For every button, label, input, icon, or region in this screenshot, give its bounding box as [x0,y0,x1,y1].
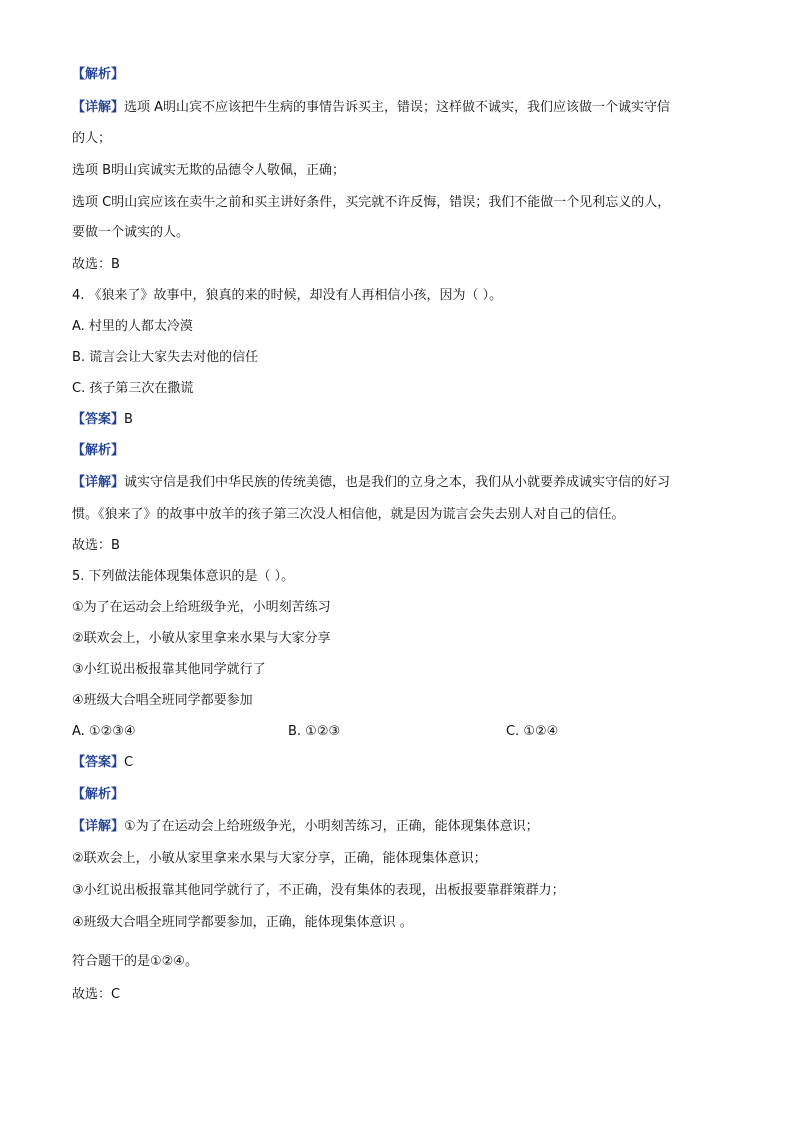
final-choice: 故选：B [72,257,120,272]
analysis-heading: 【解析】 [72,443,125,458]
answer-value: C [124,755,134,770]
detail-text-continued: 惯。《狼来了》的故事中放羊的孩子第三次没人相信他，就是因为谎言会失去别人对自己的信任。 [72,507,625,522]
detail-paragraph [72,818,732,836]
answer-heading: 【答案】 [72,755,125,770]
detail-text: 诚实守信是我们中华民族的传统美德，也是我们的立身之本，我们从小就要养成诚实守信的好习 [124,475,671,490]
question-5-option-b: B. ①②③ [288,724,341,739]
detail-heading: 【详解】 [72,475,125,490]
detail-item-3: ③小红说出板报靠其他同学就行了，不正确，没有集体的表现，出板报要靠群策群力； [72,883,565,898]
question-4-option-b: B. 谎言会让大家失去对他的信任 [72,350,259,365]
detail-option-b-text: 选项 B明山宾诚实无欺的品德令人敬佩，正确； [72,163,346,178]
question-5-answer [72,754,732,772]
detail-paragraph [72,474,732,492]
detail-heading: 【详解】 [72,819,125,834]
detail-item-4: ④班级大合唱全班同学都要参加，正确，能体现集体意识 。 [72,915,413,930]
answer-value: B [124,412,133,427]
question-4-answer [72,411,732,429]
question-5-item-3: ③小红说出板报靠其他同学就行了 [72,662,266,677]
question-5-item-1: ①为了在运动会上给班级争光，小明刻苦练习 [72,600,331,615]
detail-heading: 【详解】 [72,100,125,115]
question-4-option-c: C. 孩子第三次在撒谎 [72,381,194,396]
detail-item-2: ②联欢会上，小敏从家里拿来水果与大家分享，正确，能体现集体意识； [72,851,487,866]
detail-paragraph [72,99,732,117]
final-choice: 故选：B [72,538,120,553]
question-4-option-a: A. 村里的人都太冷漠 [72,319,193,334]
question-5-item-2: ②联欢会上，小敏从家里拿来水果与大家分享 [72,631,331,646]
question-5-stem: 5. 下列做法能体现集体意识的是（ ）。 [72,569,295,584]
question-5-option-c: C. ①②④ [506,724,559,739]
question-5-item-4: ④班级大合唱全班同学都要参加 [72,693,253,708]
conclusion-text: 符合题干的是①②④。 [72,954,198,969]
answer-heading: 【答案】 [72,412,125,427]
detail-text: 选项 A明山宾不应该把牛生病的事情告诉买主，错误；这样做不诚实，我们应该做一个诚实守信 [124,100,671,115]
question-5-option-a: A. ①②③④ [72,724,136,739]
detail-option-c-text: 选项 C明山宾应该在卖牛之前和买主讲好条件，买完就不许反悔，错误；我们不能做一个见利忘义的人， [72,195,671,210]
analysis-heading: 【解析】 [72,787,125,802]
detail-option-c-text-continued: 要做一个诚实的人。 [72,225,190,240]
final-choice: 故选：C [72,987,121,1002]
analysis-heading: 【解析】 [72,67,125,82]
detail-text-continued: 的人； [72,131,112,146]
detail-text: ①为了在运动会上给班级争光，小明刻苦练习，正确，能体现集体意识； [124,819,539,834]
question-4-stem: 4. 《狼来了》故事中，狼真的来的时候，却没有人再相信小孩，因为（ ）。 [72,288,503,303]
